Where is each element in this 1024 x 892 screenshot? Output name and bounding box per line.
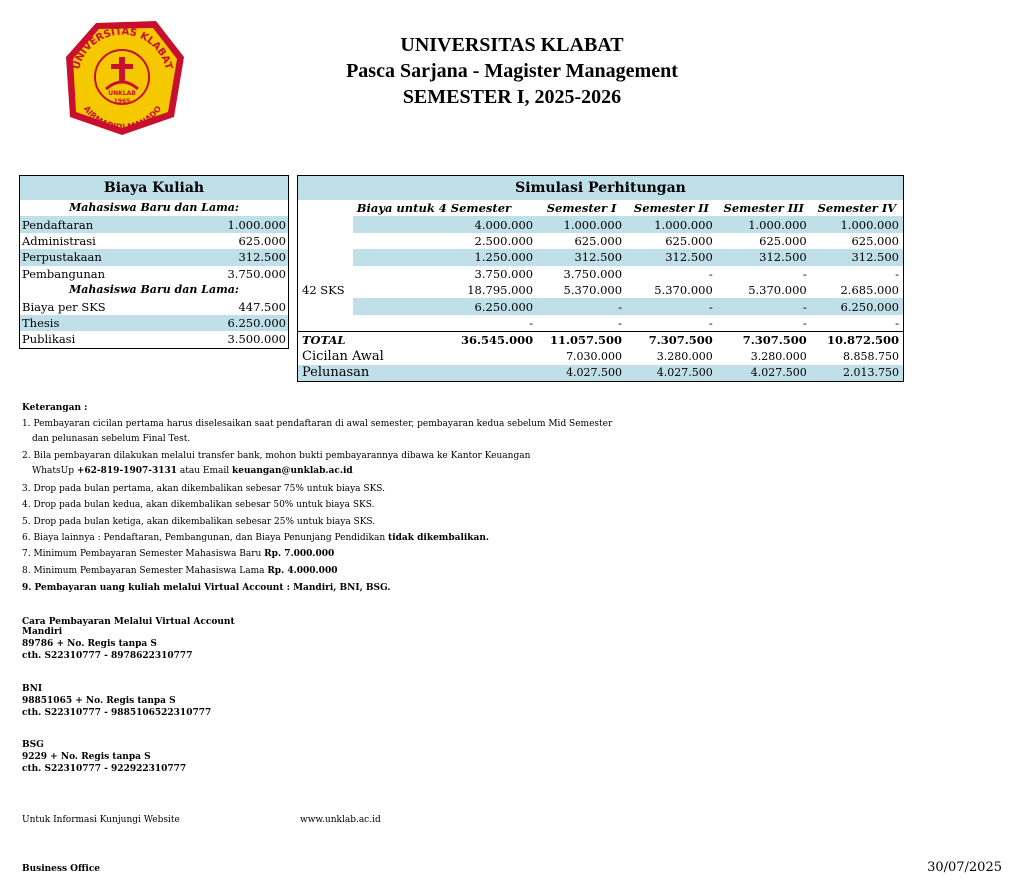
row-label: Pembangunan [22,266,105,281]
total-label: TOTAL [298,332,353,349]
pelunasan-label: Pelunasan [298,365,538,382]
university-logo [56,17,189,137]
title-semester: SEMESTER I, 2025-2026 [402,86,622,108]
note-text: WhatsUp [32,466,77,476]
pelunasan-value: 2.013.750 [811,365,904,382]
business-office: Business Office [22,864,101,874]
row-label: Biaya per SKS [22,299,106,314]
note-8 [22,566,337,577]
biaya-subheading: Mahasiswa Baru dan Lama: [69,283,239,297]
note-3: 3. Drop pada bulan pertama, akan dikembalikan sebesar 75% untuk biaya SKS. [22,484,386,494]
table-row [20,315,289,331]
cell-value: 18.795.000 [467,283,534,298]
row-prefix [298,266,353,282]
simulasi-title: Simulasi Perhitungan [298,176,904,201]
note-4: 4. Drop pada bulan kedua, akan dikembalikan sebesar 50% untuk biaya SKS. [22,500,375,510]
cell-value: 1.250.000 [353,249,537,265]
cell-value: 1.000.000 [537,216,626,232]
note-text: 8. Minimum Pembayaran Semester Mahasiswa Lama [22,566,268,576]
cell-value: 2.685.000 [840,283,899,298]
table-row [20,216,289,232]
note-9: 9. Pembayaran uang kuliah melalui Virtual Account : Mandiri, BNI, BSG. [22,583,391,593]
logo-year: 1965 [113,98,131,105]
note-5: 5. Drop pada bulan ketiga, akan dikembalikan sebesar 25% untuk biaya SKS. [22,517,376,527]
cell-value: - [626,298,717,314]
pelunasan-row [298,365,904,382]
cell-value: 3.750.000 [474,266,534,281]
bank-example: cth. S22310777 - 9885106522310777 [22,708,212,718]
cicilan-value: 3.280.000 [656,349,713,363]
biaya-title: Biaya Kuliah [20,176,289,201]
cell-value: - [802,266,807,281]
total-row [298,332,904,349]
cell-value: 1.000.000 [626,216,717,232]
total-value: 7.307.500 [626,332,717,349]
cell-value: 625.000 [665,233,713,248]
cell-value: - [529,315,534,330]
table-row [298,249,904,265]
cell-value: 312.500 [537,249,626,265]
table-row [20,266,289,282]
row-value: 3.500.000 [227,332,286,347]
table-row [20,331,289,348]
payment-bni [22,683,211,719]
row-value: 6.250.000 [176,315,288,331]
row-label: Publikasi [22,332,76,347]
col-header: Biaya untuk 4 Semester [356,201,512,216]
notes-heading: Keterangan : [22,403,88,413]
total-value: 7.307.500 [717,332,811,349]
cell-value: 1.000.000 [717,216,811,232]
cell-value: 312.500 [626,249,717,265]
cell-value: 4.000.000 [353,216,537,232]
payment-bsg [22,739,186,775]
cell-value: 6.250.000 [811,298,904,314]
footer-info: Untuk Informasi Kunjungi Website [22,815,180,825]
table-row [20,249,289,265]
row-prefix [298,249,353,265]
cell-value: 625.000 [574,233,623,248]
row-value: 447.500 [238,299,286,314]
bank-example: cth. S22310777 - 8978622310777 [22,651,193,661]
cell-value: 3.750.000 [563,266,623,281]
cell-value: - [618,315,623,330]
col-header: Semester I [546,201,617,216]
row-label: Thesis [20,315,177,331]
row-value: 1.000.000 [176,216,288,232]
title-university: UNIVERSITAS KLABAT [400,34,624,56]
cell-value: - [895,266,899,281]
note-emphasis: Rp. 4.000.000 [267,566,338,576]
bank-example: cth. S22310777 - 922922310777 [22,764,187,774]
row-label: Administrasi [22,233,96,248]
cell-value: 5.370.000 [748,283,807,298]
logo-text-top: UNIVERSITAS KLABAT [71,26,174,71]
note-text: atau Email [177,466,232,476]
cell-value: 312.500 [811,249,904,265]
cell-value: 625.000 [851,233,899,248]
table-row [298,315,904,332]
row-prefix [298,233,353,249]
biaya-subheading: Mahasiswa Baru dan Lama: [69,201,239,215]
simulasi-table [297,175,904,382]
table-row [20,233,289,249]
cell-value: 1.000.000 [811,216,904,232]
bank-name: BSG [22,740,44,750]
total-value: 11.057.500 [537,332,626,349]
col-header: Semester IV [817,201,897,216]
biaya-kuliah-table [19,175,289,349]
note-text: 7. Minimum Pembayaran Semester Mahasiswa Baru [22,549,265,559]
cell-value: 312.500 [717,249,811,265]
cicilan-value: 7.030.000 [566,349,623,363]
col-header: Semester II [633,201,709,216]
note-6 [22,533,489,544]
note-1b: dan pelunasan sebelum Final Test. [32,434,191,444]
table-row [298,266,904,282]
row-value: 312.500 [176,249,288,265]
table-row [20,298,289,314]
note-7 [22,549,334,560]
total-value: 10.872.500 [811,332,904,349]
row-prefix [298,298,353,314]
row-label: Perpustakaan [20,249,177,265]
table-row [298,282,904,298]
cicilan-row [298,349,904,365]
row-value: 3.750.000 [227,266,286,281]
note-emphasis: tidak dikembalikan. [388,533,490,543]
logo-text-bottom: AIRMADIDI MANADO [81,104,164,132]
bank-name: Mandiri [22,627,63,637]
note-text: 6. Biaya lainnya : Pendaftaran, Pembangunan, dan Biaya Penunjang Pendidikan [22,533,389,543]
payment-heading: Cara Pembayaran Melalui Virtual Account [22,617,235,627]
column-headers [298,200,904,216]
cell-value: - [537,298,626,314]
email-address: keuangan@unklab.ac.id [231,466,353,476]
title-program: Pasca Sarjana - Magister Management [346,60,678,82]
cicilan-value: 8.858.750 [843,349,899,363]
row-prefix [298,216,353,232]
row-label: Pendaftaran [20,216,177,232]
bank-code: 9229 + No. Regis tanpa S [22,752,151,762]
payment-mandiri [22,626,192,662]
cell-value: - [717,298,811,314]
cell-value: - [895,315,899,330]
note-2a: 2. Bila pembayaran dilakukan melalui transfer bank, mohon bukti pembayarannya dibawa ke Kantor Keuangan [22,451,531,461]
cicilan-label: Cicilan Awal [302,348,384,364]
table-row [298,216,904,232]
website-link[interactable]: www.unklab.ac.id [300,815,381,825]
row-value: 625.000 [238,233,286,248]
col-header: Semester III [723,201,804,216]
cell-value: 5.370.000 [654,283,713,298]
bank-code: 98851065 + No. Regis tanpa S [22,696,176,706]
total-value: 36.545.000 [353,332,537,349]
bank-code: 89786 + No. Regis tanpa S [22,639,157,649]
note-2b [32,466,353,477]
pelunasan-value: 4.027.500 [626,365,717,382]
logo-abbr: UNKLAB [108,90,136,97]
note-1a: 1. Pembayaran cicilan pertama harus diselesaikan saat pendaftaran di awal semester, pembayaran kedua sebelum Mid Semester [22,419,613,429]
note-emphasis: Rp. 7.000.000 [264,549,335,559]
row-prefix: 42 SKS [302,283,345,298]
pelunasan-value: 4.027.500 [717,365,811,382]
cell-value: - [708,266,713,281]
document-date: 30/07/2025 [927,860,1002,875]
table-row [298,233,904,249]
whatsapp-number: +62-819-1907-3131 [76,466,178,476]
cell-value: 6.250.000 [353,298,537,314]
pelunasan-value: 4.027.500 [537,365,626,382]
table-row [298,298,904,314]
row-prefix [298,315,353,332]
cell-value: 2.500.000 [474,233,534,248]
bank-name: BNI [22,684,43,694]
cell-value: 5.370.000 [563,283,623,298]
cell-value: - [802,315,807,330]
cicilan-value: 3.280.000 [750,349,807,363]
cell-value: - [708,315,713,330]
cell-value: 625.000 [759,233,807,248]
